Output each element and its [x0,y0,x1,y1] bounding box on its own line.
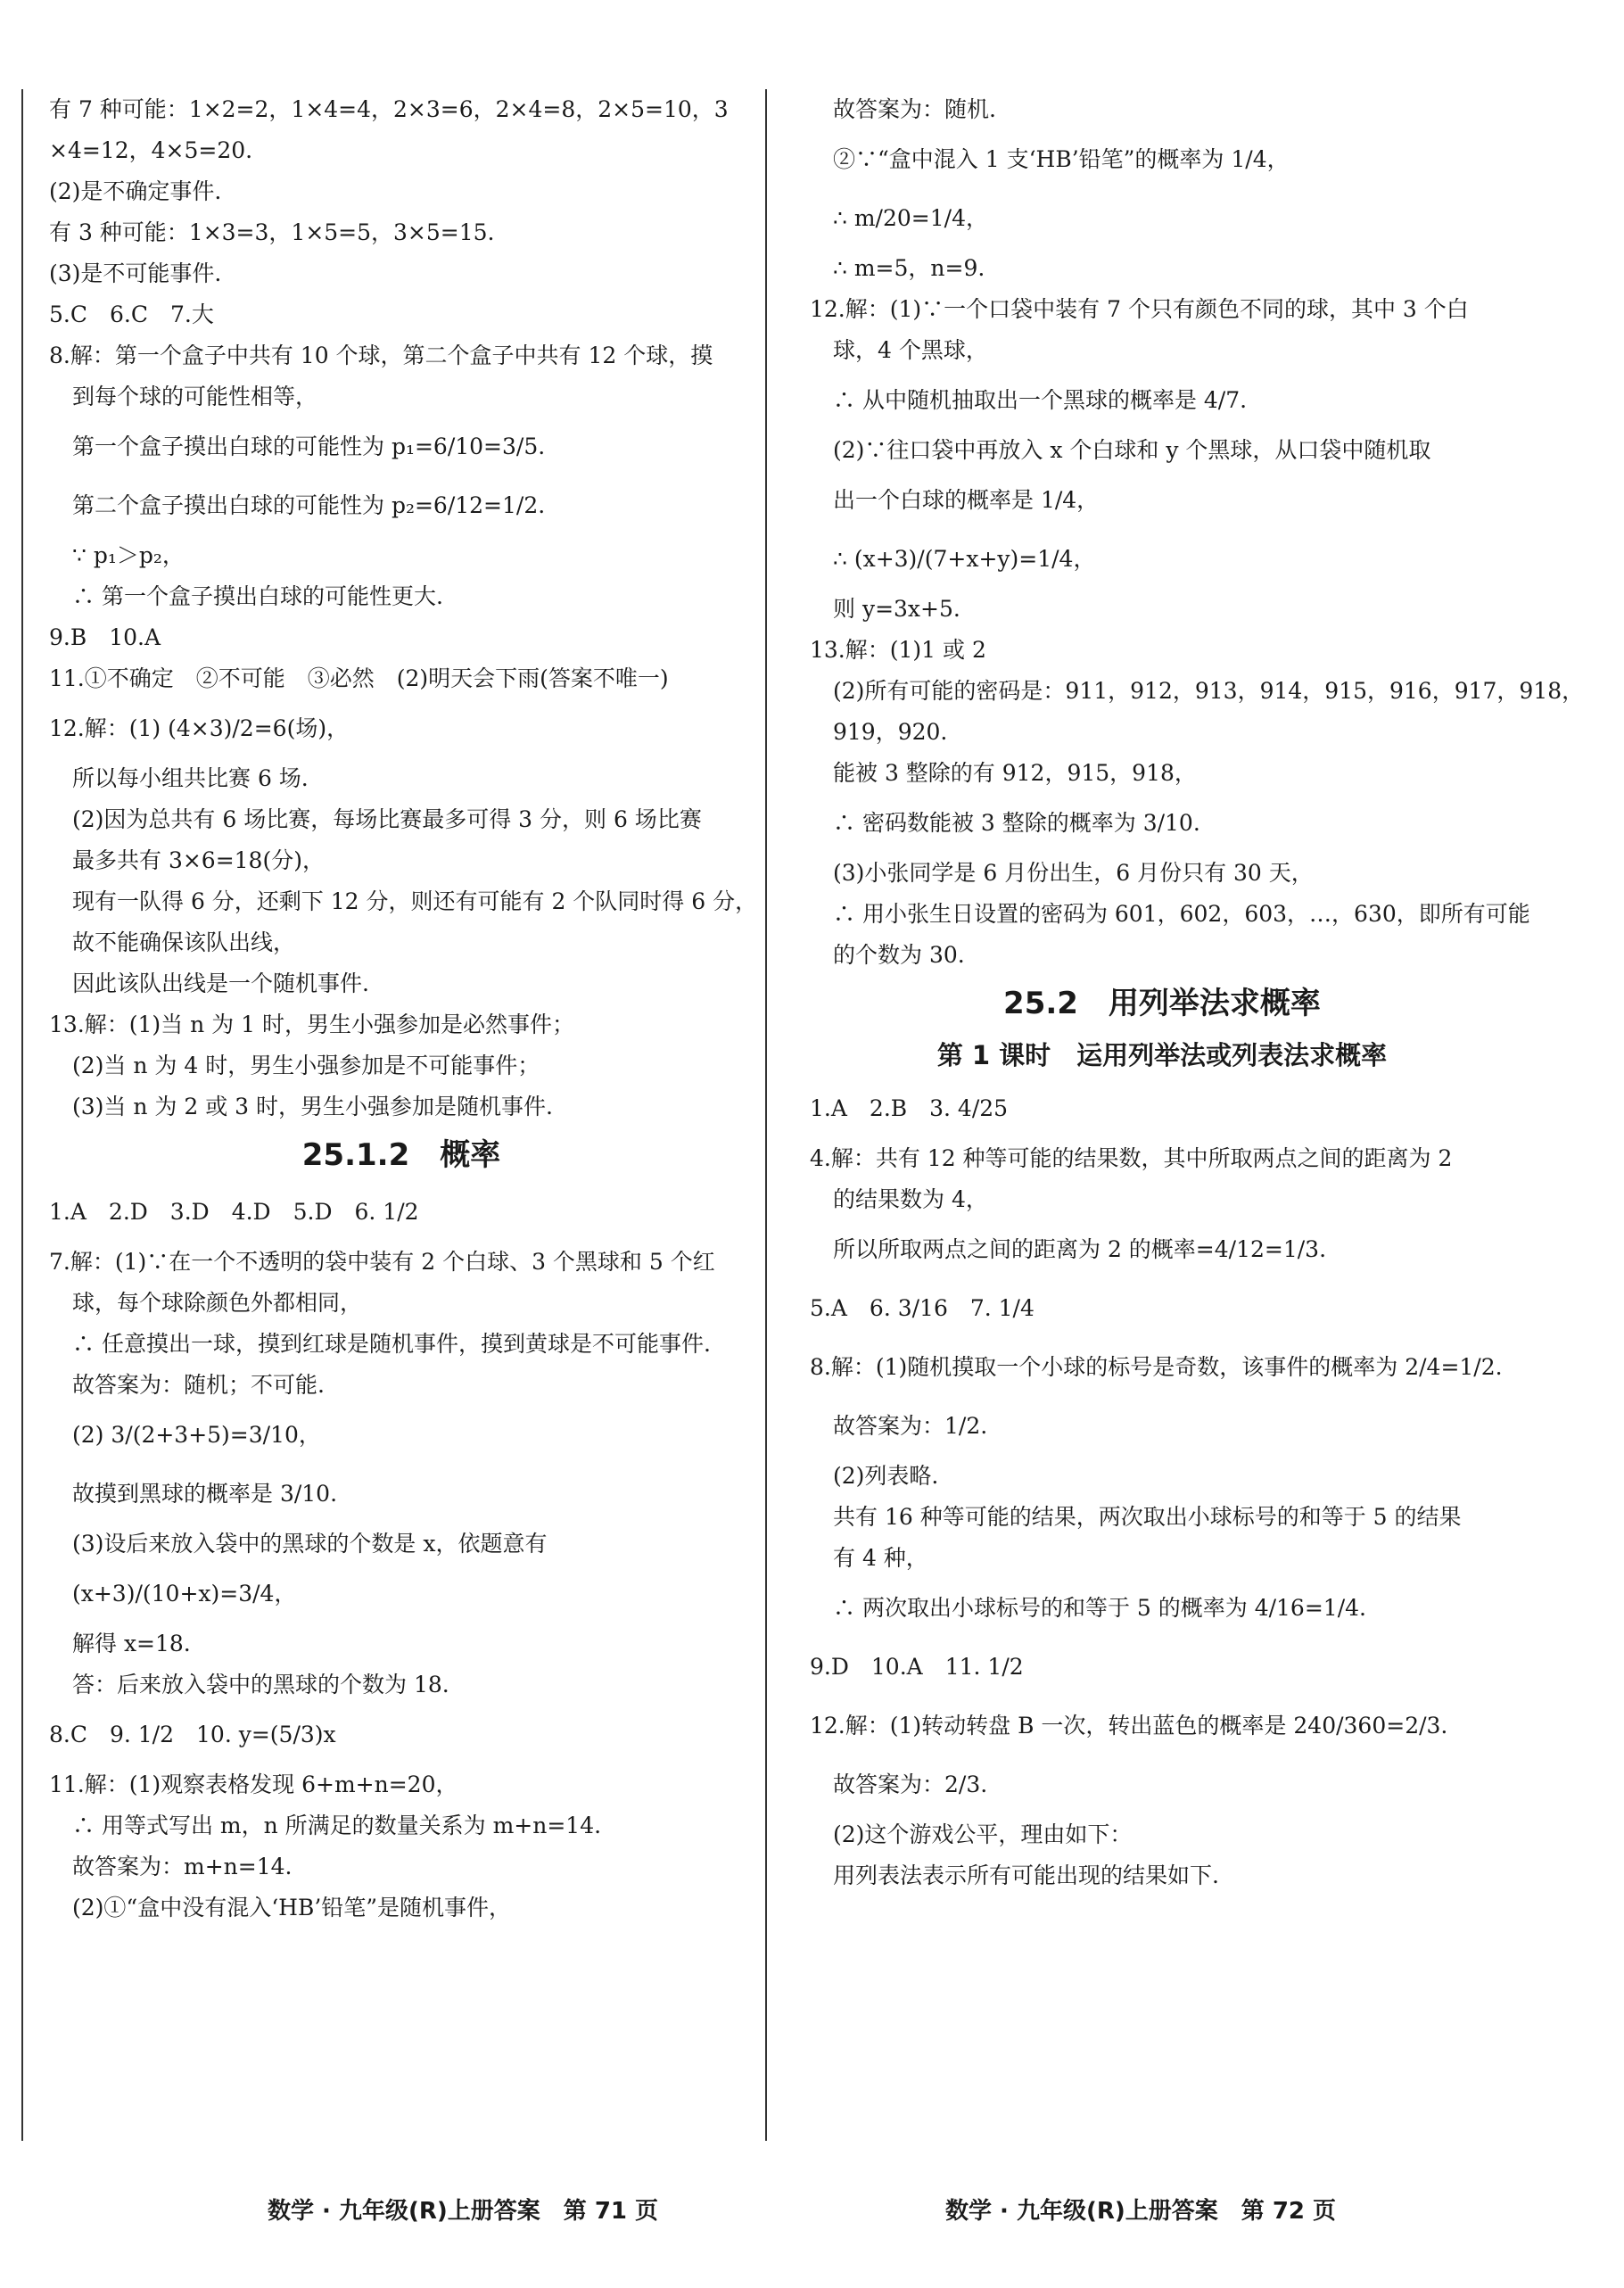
answer-line: 12.解：(1)∵一个口袋中装有 7 个只有颜色不同的球，其中 3 个白 [810,296,1469,322]
answer-line: (3)设后来放入袋中的黑球的个数是 x，依题意有 [72,1531,548,1557]
footer-right: 数学 · 九年级(R)上册答案 第 72 页 [945,2198,1337,2225]
left-column [49,89,758,1929]
answer-line: 答：后来放入袋中的黑球的个数为 18. [72,1672,449,1697]
answer-line: 能被 3 整除的有 912，915，918， [833,760,1197,786]
answer-line: 球，4 个黑球， [833,337,988,363]
answer-line: 故答案为：m+n=14. [72,1854,293,1879]
section-heading: 第 1 课时 运用列举法或列表法求概率 [936,1040,1388,1070]
answer-line: 故答案为：1/2. [833,1413,988,1439]
answer-line: ×4=12，4×5=20. [49,137,253,163]
answer-line: ∴ (x+3)/(7+x+y)=1/4， [833,546,1096,572]
answer-line: 所以每小组共比赛 6 场. [72,765,309,791]
answer-line: (2)当 n 为 4 时，男生小强参加是不可能事件； [72,1053,540,1078]
answer-line: (3)是不可能事件. [49,260,222,286]
answer-line: 到每个球的可能性相等， [72,384,318,409]
answer-line: ∴ 第一个盒子摸出白球的可能性更大. [72,583,443,609]
answer-line: ∴ 任意摸出一球，摸到红球是随机事件，摸到黄球是不可能事件. [72,1331,711,1357]
answer-line: 7.解：(1)∵在一个不透明的袋中装有 2 个白球、3 个黑球和 5 个红 [49,1249,715,1275]
answer-line: (2)所有可能的密码是：911，912，913，914，915，916，917，918， [833,678,1585,704]
answer-line: 9.D 10.A 11. 1/2 [810,1654,1024,1680]
answer-line: 第一个盒子摸出白球的可能性为 p₁=6/10=3/5. [72,434,546,459]
answer-line: 共有 16 种等可能的结果，两次取出小球标号的和等于 5 的结果 [833,1504,1462,1530]
answer-line: (2)因为总共有 6 场比赛，每场比赛最多可得 3 分，则 6 场比赛 [72,806,702,832]
answer-line: ∴ 用小张生日设置的密码为 601，602，603，…，630，即所有可能 [833,901,1530,927]
answer-line: 最多共有 3×6=18(分)， [72,847,325,873]
answer-line: 故答案为：随机. [833,96,996,122]
answer-line: 11.①不确定 ②不可能 ③必然 (2)明天会下雨(答案不唯一) [49,665,669,691]
answer-line: 8.C 9. 1/2 10. y=(5/3)x [49,1722,336,1747]
answer-line: 12.解：(1) (4×3)/2=6(场)， [49,715,350,741]
answer-line: ∴ 密码数能被 3 整除的概率为 3/10. [833,810,1200,836]
answer-line: ∵ p₁＞p₂， [72,542,185,568]
answer-line: (2)这个游戏公平，理由如下： [833,1821,1133,1847]
answer-line: 1.A 2.D 3.D 4.D 5.D 6. 1/2 [49,1199,419,1225]
answer-line: (2)①“盒中没有混入‘HB’铅笔”是随机事件， [72,1895,512,1920]
answer-line: (3)当 n 为 2 或 3 时，男生小强参加是随机事件. [72,1094,553,1119]
answer-line: ∴ 两次取出小球标号的和等于 5 的概率为 4/16=1/4. [833,1595,1366,1621]
answer-line: ∴ m/20=1/4， [833,205,988,231]
left-margin-line [21,89,23,2141]
answer-line: 用列表法表示所有可能出现的结果如下. [833,1863,1219,1888]
answer-line: 故答案为：随机；不可能. [72,1372,325,1398]
answer-line: 919，920. [833,719,948,745]
answer-line: 故答案为：2/3. [833,1772,988,1797]
answer-line: 11.解：(1)观察表格发现 6+m+n=20， [49,1772,458,1797]
answer-line: 8.解：第一个盒子中共有 10 个球，第二个盒子中共有 12 个球，摸 [49,343,713,368]
answer-line: 解得 x=18. [72,1631,191,1656]
answer-line: ∴ m=5，n=9. [833,255,985,281]
answer-line: (2)列表略. [833,1463,939,1489]
answer-line: ∴ 从中随机抽取出一个黑球的概率是 4/7. [833,387,1248,413]
answer-line: 第二个盒子摸出白球的可能性为 p₂=6/12=1/2. [72,492,546,518]
right-column [810,89,1585,1896]
answer-line: ②∵“盒中混入 1 支‘HB’铅笔”的概率为 1/4， [833,146,1290,172]
answer-line: 12.解：(1)转动转盘 B 一次，转出蓝色的概率是 240/360=2/3. [810,1713,1448,1739]
answer-line: (2)是不确定事件. [49,178,222,204]
answer-line: (3)小张同学是 6 月份出生，6 月份只有 30 天， [833,860,1314,886]
answer-line: 有 3 种可能：1×3=3，1×5=5，3×5=15. [49,219,495,245]
answer-line: 则 y=3x+5. [833,596,960,622]
answer-line: 因此该队出线是一个随机事件. [72,971,369,996]
answer-line: 5.C 6.C 7.大 [49,301,214,327]
answer-line: ∴ 用等式写出 m，n 所满足的数量关系为 m+n=14. [72,1813,602,1838]
answer-line: 4.解：共有 12 种等可能的结果数，其中所取两点之间的距离为 2 [810,1145,1453,1171]
answer-line: 9.B 10.A [49,624,161,650]
answer-line: (2) 3/(2+3+5)=3/10， [72,1422,321,1448]
answer-line: 故摸到黑球的概率是 3/10. [72,1481,338,1507]
footer-left: 数学 · 九年级(R)上册答案 第 71 页 [268,2198,659,2225]
answer-line: (x+3)/(10+x)=3/4， [72,1581,297,1607]
answer-line: 8.解：(1)随机摸取一个小球的标号是奇数，该事件的概率为 2/4=1/2. [810,1354,1503,1380]
answer-line: 现有一队得 6 分，还剩下 12 分，则还有可能有 2 个队同时得 6 分， [72,888,758,914]
answer-line: 故不能确保该队出线， [72,929,296,955]
answer-line: 出一个白球的概率是 1/4， [833,487,1100,513]
column-divider [765,89,767,2141]
answer-line: 有 4 种， [833,1545,928,1571]
answer-line: 5.A 6. 3/16 7. 1/4 [810,1295,1035,1321]
answer-line: (2)∵往口袋中再放入 x 个白球和 y 个黑球，从口袋中随机取 [833,437,1431,463]
answer-line: 所以所取两点之间的距离为 2 的概率=4/12=1/3. [833,1236,1327,1262]
section-heading: 25.1.2 概率 [301,1137,501,1173]
answer-line: 1.A 2.B 3. 4/25 [810,1095,1009,1121]
section-heading: 25.2 用列举法求概率 [1003,986,1321,1021]
answer-line: 的个数为 30. [833,942,965,968]
answer-line: 13.解：(1)1 或 2 [810,637,986,663]
answer-line: 球，每个球除颜色外都相同， [72,1290,363,1316]
answer-line: 的结果数为 4， [833,1186,988,1212]
answer-line: 13.解：(1)当 n 为 1 时，男生小强参加是必然事件； [49,1012,574,1037]
answer-line: 有 7 种可能：1×2=2，1×4=4，2×3=6，2×4=8，2×5=10，3 [49,96,729,122]
